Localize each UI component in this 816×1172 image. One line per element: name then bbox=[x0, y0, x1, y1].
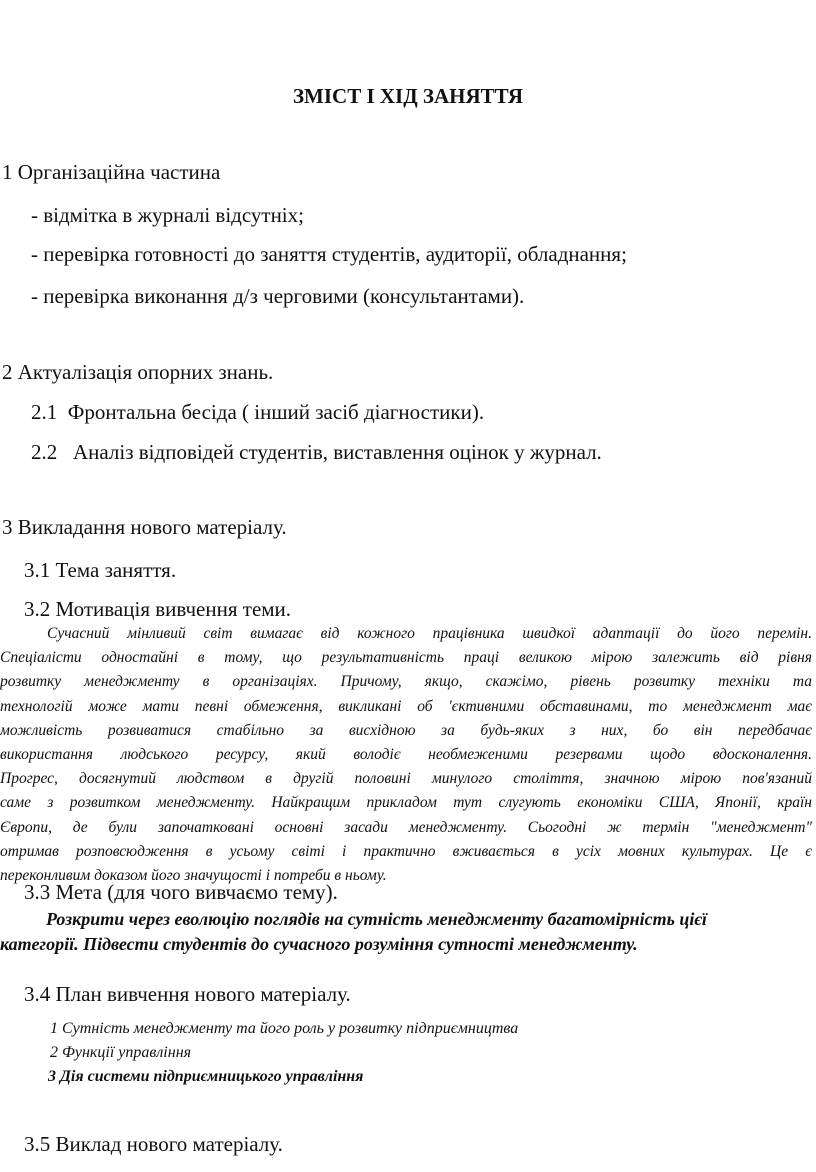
paragraph-line: переконливим доказом його значущості і потреби в ньому. bbox=[0, 867, 387, 885]
plan-item: 3 Дія системи підприємницького управління bbox=[48, 1068, 364, 1085]
paragraph-line: можливість розвиватися стабільно за висхідною за будь-яких з них, бо він передбачає bbox=[0, 721, 812, 739]
plan-item: 2 Функції управління bbox=[50, 1044, 192, 1061]
paragraph-line: використання людського ресурсу, який володіє необмеженими резервами щодо вдосконалення. bbox=[0, 746, 812, 764]
paragraph-line: розвитку менеджменту в організаціях. Причому, якщо, скажімо, рівень розвитку техніки та bbox=[0, 673, 812, 691]
paragraph-line: технологій може мати певні обмеження, викликані об 'єктивними обставинами, то менеджмент має bbox=[0, 697, 812, 715]
paragraph-line: Прогрес, досягнутий людством в другій половині минулого століття, значною мірою пов'язаний bbox=[0, 770, 812, 788]
subsection-3-2: 3.2 Мотивація вивчення теми. bbox=[24, 597, 292, 621]
paragraph-line: отримав розповсюдження в усьому світі і практично вживається в усіх мовних культурах. Це є bbox=[0, 842, 812, 860]
section-2-heading: 2 Актуалізація опорних знань. bbox=[2, 360, 274, 384]
page-title: ЗМІСТ І ХІД ЗАНЯТТЯ bbox=[292, 84, 524, 108]
motivation-paragraph bbox=[0, 622, 812, 888]
subsection-3-1: 3.1 Тема заняття. bbox=[24, 558, 177, 582]
list-item: - перевірка готовності до заняття студентів, аудиторії, обладнання; bbox=[31, 242, 627, 266]
subsection-3-4: 3.4 План вивчення нового матеріалу. bbox=[24, 982, 351, 1006]
section-3-heading: 3 Викладання нового матеріалу. bbox=[2, 515, 287, 539]
list-item: - відмітка в журналі відсутніх; bbox=[31, 203, 304, 227]
paragraph-line: саме з розвитком менеджменту. Найкращим прикладом тут слугують економіки США, Японії, країн bbox=[0, 794, 812, 812]
list-item: 2.1 Фронтальна бесіда ( інший засіб діагностики). bbox=[31, 400, 485, 424]
section-1-heading: 1 Організаційна частина bbox=[2, 160, 221, 184]
paragraph-line: Розкрити через еволюцію поглядів на сутність менеджменту багатомірність цієї bbox=[46, 909, 707, 929]
paragraph-line: категорії. Підвести студентів до сучасного розуміння сутності менеджменту. bbox=[0, 934, 638, 954]
paragraph-line: Європи, де були започатковані основні засади менеджменту. Сьогодні ж термін "менеджмент" bbox=[0, 818, 812, 836]
subsection-3-3: 3.3 Мета (для чого вивчаємо тему). bbox=[24, 880, 338, 904]
goal-paragraph bbox=[0, 907, 812, 957]
list-item: - перевірка виконання д/з черговими (консультантами). bbox=[31, 284, 525, 308]
plan-item: 1 Сутність менеджменту та його роль у розвитку підприємництва bbox=[50, 1020, 519, 1037]
list-item: 2.2 Аналіз відповідей студентів, виставлення оцінок у журнал. bbox=[31, 440, 602, 464]
paragraph-line: Сучасний мінливий світ вимагає від кожного працівника швидкої адаптації до його перемін. bbox=[47, 625, 812, 642]
subsection-3-5: 3.5 Виклад нового матеріалу. bbox=[24, 1132, 283, 1156]
paragraph-line: Спеціалісти одностайні в тому, що результативність праці великою мірою залежить від рівня bbox=[0, 649, 812, 667]
